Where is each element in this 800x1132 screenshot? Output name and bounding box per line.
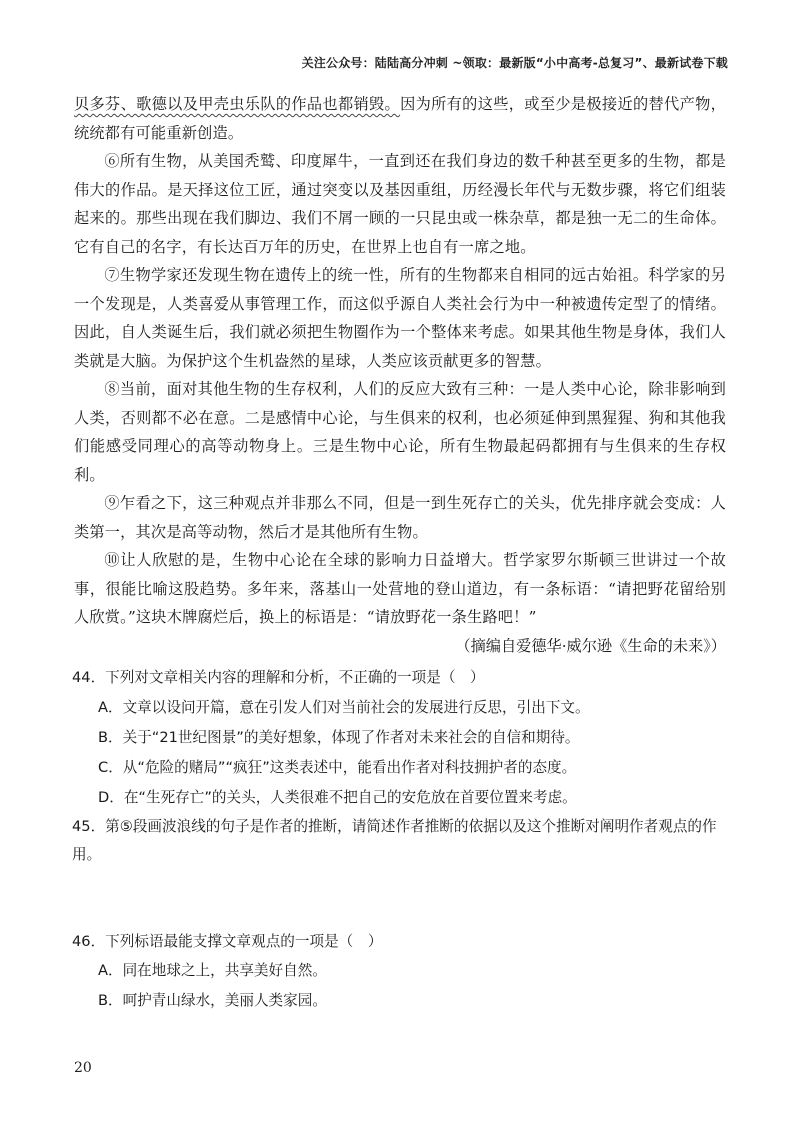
- question-46-option-a: A．同在地球之上，共享美好自然。: [98, 962, 327, 979]
- article-paragraph-8: ⑧当前，面对其他生物的生存权利，人们的反应大致有三种：一是人类中心论，除非影响到人类，否则都不必在意。二是感情中心论，与生俱来的权利，也必须延伸到黑猩猩、狗和其他我们能感受同理心的高等动物身上。三是生物中心论，所有生物最起码都拥有与生俱来的生存权利。: [74, 380, 726, 484]
- article-paragraph-10: ⑩让人欣慰的是，生物中心论在全球的影响力日益增大。哲学家罗尔斯顿三世讲过一个故事，很能比喻这股趋势。多年来，落基山一处营地的登山道边，有一条标语：“请把野花留给别人欣赏。”这块木牌腐烂后，换上的标语是：“请放野花一条生路吧！”: [74, 551, 726, 626]
- article-body: [74, 90, 726, 1016]
- wavy-underlined-sentence: 贝多芬、歌德以及甲壳虫乐队的作品也都销毁。: [74, 95, 401, 113]
- paragraph-text: 因为所有的这些，或至少是极接近的替代产物，统统都有可能重新创造。: [74, 95, 727, 142]
- question-44-stem: 44．下列对文章相关内容的理解和分析，不正确的一项是（ ）: [72, 669, 485, 686]
- question-44-option-d: D．在“生死存亡”的关头，人类很难不把自己的安危放在首要位置来考虑。: [98, 788, 577, 806]
- question-46-stem: 46．下列标语最能支撑文章观点的一项是（ ）: [72, 932, 383, 950]
- question-44-option-a: A．文章以设问开篇，意在引发人们对当前社会的发展进行反思，引出下文。: [98, 698, 590, 716]
- page-header: 关注公众号：陆陆高分冲刺 ~领取：最新版“小中高考-总复习”、最新试卷下载: [301, 56, 728, 70]
- question-46-option-b: B．呵护青山绿水，美丽人类家园。: [98, 992, 327, 1009]
- article-paragraph-5-continued: [74, 90, 726, 147]
- article-paragraph-7: ⑦生物学家还发现生物在遗传上的统一性，所有的生物都来自相同的远古始祖。科学家的另一个发现是，人类喜爱从事管理工作，而这似乎源自人类社会行为中一种被遗传定型了的情绪。因此，自人类诞生后，我们就必须把生物圈作为一个整体来考虑。如果其他生物是身体，我们人类就是大脑。为保护这个生机盎然的星球，人类应该贡献更多的智慧。: [74, 266, 726, 370]
- page-number: 20: [74, 1060, 92, 1076]
- question-44-option-c: C．从“危险的赌局”“疯狂”这类表述中，能看出作者对科技拥护者的态度。: [98, 758, 577, 776]
- answer-space: [74, 870, 726, 928]
- article-paragraph-9: ⑨乍看之下，这三种观点并非那么不同，但是一到生死存亡的关头，优先排序就会变成：人类第一，其次是高等动物，然后才是其他所有生物。: [74, 494, 726, 541]
- article-source: （摘编自爱德华·威尔逊《生命的未来》）: [455, 636, 726, 655]
- question-45-stem: 45．第⑤段画波浪线的句子是作者的推断，请简述作者推断的依据以及这个推断对阐明作者观点的作用。: [72, 817, 717, 863]
- article-paragraph-6: ⑥所有生物，从美国秃鹫、印度犀牛，一直到还在我们身边的数千种甚至更多的生物，都是伟大的作品。是天择这位工匠，通过突变以及基因重组，历经漫长年代与无数步骤，将它们组装起来的。那些出现在我们脚边、我们不屑一顾的一只昆虫或一株杂草，都是独一无二的生命体。它有自己的名字，有长达百万年的历史，在世界上也自有一席之地。: [74, 152, 726, 256]
- question-44-option-b: B．关于“21世纪图景”的美好想象，体现了作者对未来社会的自信和期待。: [98, 728, 580, 746]
